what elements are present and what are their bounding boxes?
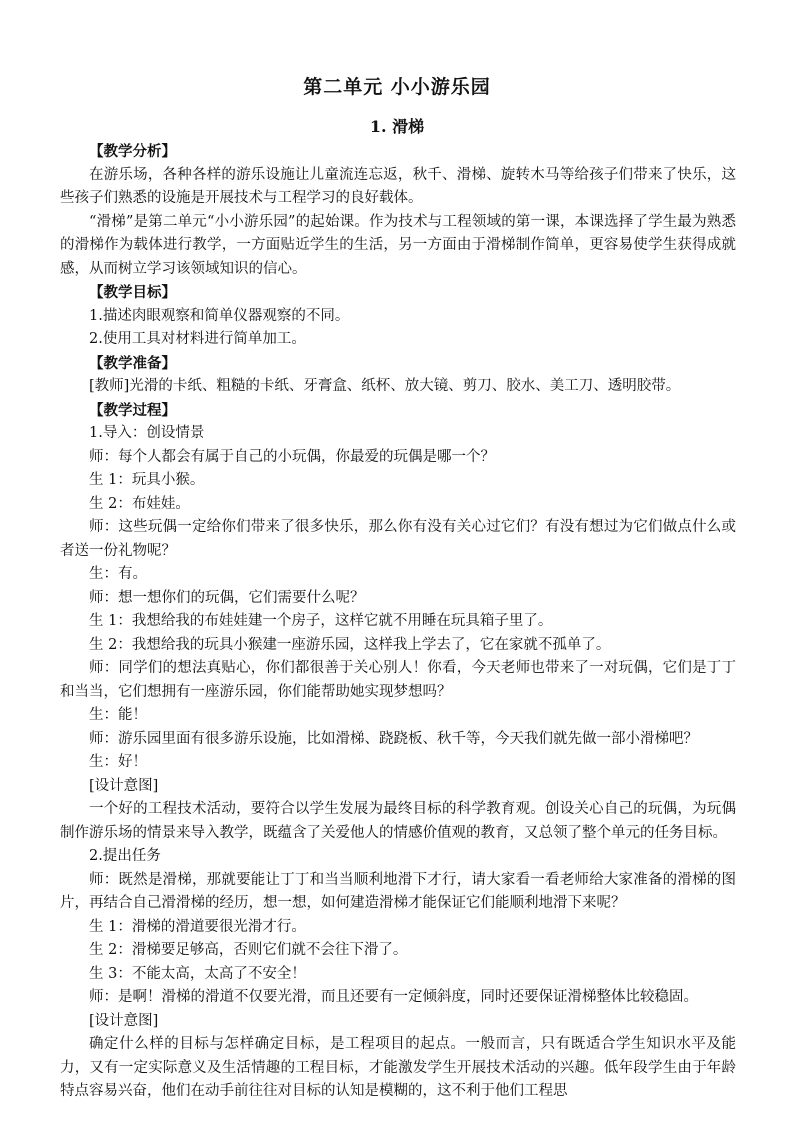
paragraph: 生 2：布娃娃。 <box>89 495 190 512</box>
paragraph: 师：是啊！滑梯的滑道不仅要光滑，而且还要有一定倾斜度，同时还要保证滑梯整体比较稳固。 <box>89 989 698 1005</box>
section-heading: 【教学准备】 <box>89 354 176 372</box>
paragraph: 师：这些玩偶一定给你们带来了很多快乐，那么你有没有关心过它们？有没有想过为它们做点什么或者送一份礼物呢？ <box>60 519 736 559</box>
paragraph: 在游乐场，各种各样的游乐设施让儿童流连忘返，秋千、滑梯、旋转木马等给孩子们带来了快乐，这些孩子们熟悉的设施是开展技术与工程学习的良好载体。 <box>60 166 736 206</box>
paragraph: [教师]光滑的卡纸、粗糙的卡纸、牙膏盒、纸杯、放大镜、剪刀、胶水、美工刀、透明胶带。 <box>89 378 681 394</box>
paragraph: 生：有。 <box>89 566 147 582</box>
paragraph: 1.描述肉眼观察和简单仪器观察的不同。 <box>89 307 350 324</box>
paragraph: 一个好的工程技术活动，要符合以学生发展为最终目标的科学教育观。创设关心自己的玩偶，为玩偶制作游乐场的情景来导入教学，既蕴含了关爱他人的情感价值观的教育，又总领了整个单元的任务目标。 <box>60 801 736 841</box>
paragraph: 2.使用工具对材料进行简单加工。 <box>89 331 306 347</box>
paragraph: 生 1：玩具小猴。 <box>89 472 205 488</box>
paragraph: 师：想一想你们的玩偶，它们需要什么呢？ <box>89 589 365 606</box>
paragraph: “滑梯”是第二单元“小小游乐园”的起始课。作为技术与工程领域的第一课，本课选择了学生最为熟悉的滑梯作为载体进行教学，一方面贴近学生的生活，另一方面由于滑梯制作简单，更容易使学生获得成就感，从而树立学习该领域知识的信心。 <box>60 213 736 277</box>
paragraph: [设计意图] <box>89 1012 159 1029</box>
lesson-title: 1. 滑梯 <box>369 117 425 136</box>
section-heading: 【教学分析】 <box>89 143 176 160</box>
unit-title: 第二单元 小小游乐园 <box>303 76 491 98</box>
paragraph: 生 1：我想给我的布娃娃建一个房子，这样它就不用睡在玩具箱子里了。 <box>89 613 553 629</box>
paragraph: 生：好！ <box>89 754 147 770</box>
paragraph: 生 2：滑梯要足够高，否则它们就不会往下滑了。 <box>89 942 408 958</box>
paragraph: 生：能！ <box>89 707 147 723</box>
paragraph: 师：同学们的想法真贴心，你们都很善于关心别人！你看，今天老师也带来了一对玩偶，它们是丁丁和当当，它们想拥有一座游乐园，你们能帮助她实现梦想吗？ <box>60 660 736 700</box>
paragraph: 1.导入：创设情景 <box>89 425 205 441</box>
paragraph: 2.提出任务 <box>89 848 161 864</box>
paragraph: 师：游乐园里面有很多游乐设施，比如滑梯、跷跷板、秋千等，今天我们就先做一部小滑梯吧？ <box>89 730 698 747</box>
section-heading: 【教学目标】 <box>89 284 176 301</box>
paragraph: 师：既然是滑梯，那就要能让丁丁和当当顺利地滑下才行，请大家看一看老师给大家准备的滑梯的图片，再结合自己滑滑梯的经历，想一想，如何建造滑梯才能保证它们能顺利地滑下来呢？ <box>60 871 736 911</box>
paragraph: 确定什么样的目标与怎样确定目标，是工程项目的起点。一般而言，只有既适合学生知识水平及能力，又有一定实际意义及生活情趣的工程目标，才能激发学生开展技术活动的兴趣。低年段学生由于年龄特点容易兴奋，他们在动手前往往对目标的认知是模糊的，这不利于他们工程思 <box>60 1036 736 1099</box>
paragraph: 生 1：滑梯的滑道要很光滑才行。 <box>89 918 306 935</box>
document-body <box>60 140 736 1104</box>
section-heading: 【教学过程】 <box>89 401 176 419</box>
paragraph: 生 3：不能太高，太高了不安全！ <box>89 965 306 982</box>
paragraph: 师：每个人都会有属于自己的小玩偶，你最爱的玩偶是哪一个？ <box>89 448 495 465</box>
paragraph: 生 2：我想给我的玩具小猴建一座游乐园，这样我上学去了，它在家就不孤单了。 <box>89 636 611 653</box>
paragraph: [设计意图] <box>89 777 159 794</box>
